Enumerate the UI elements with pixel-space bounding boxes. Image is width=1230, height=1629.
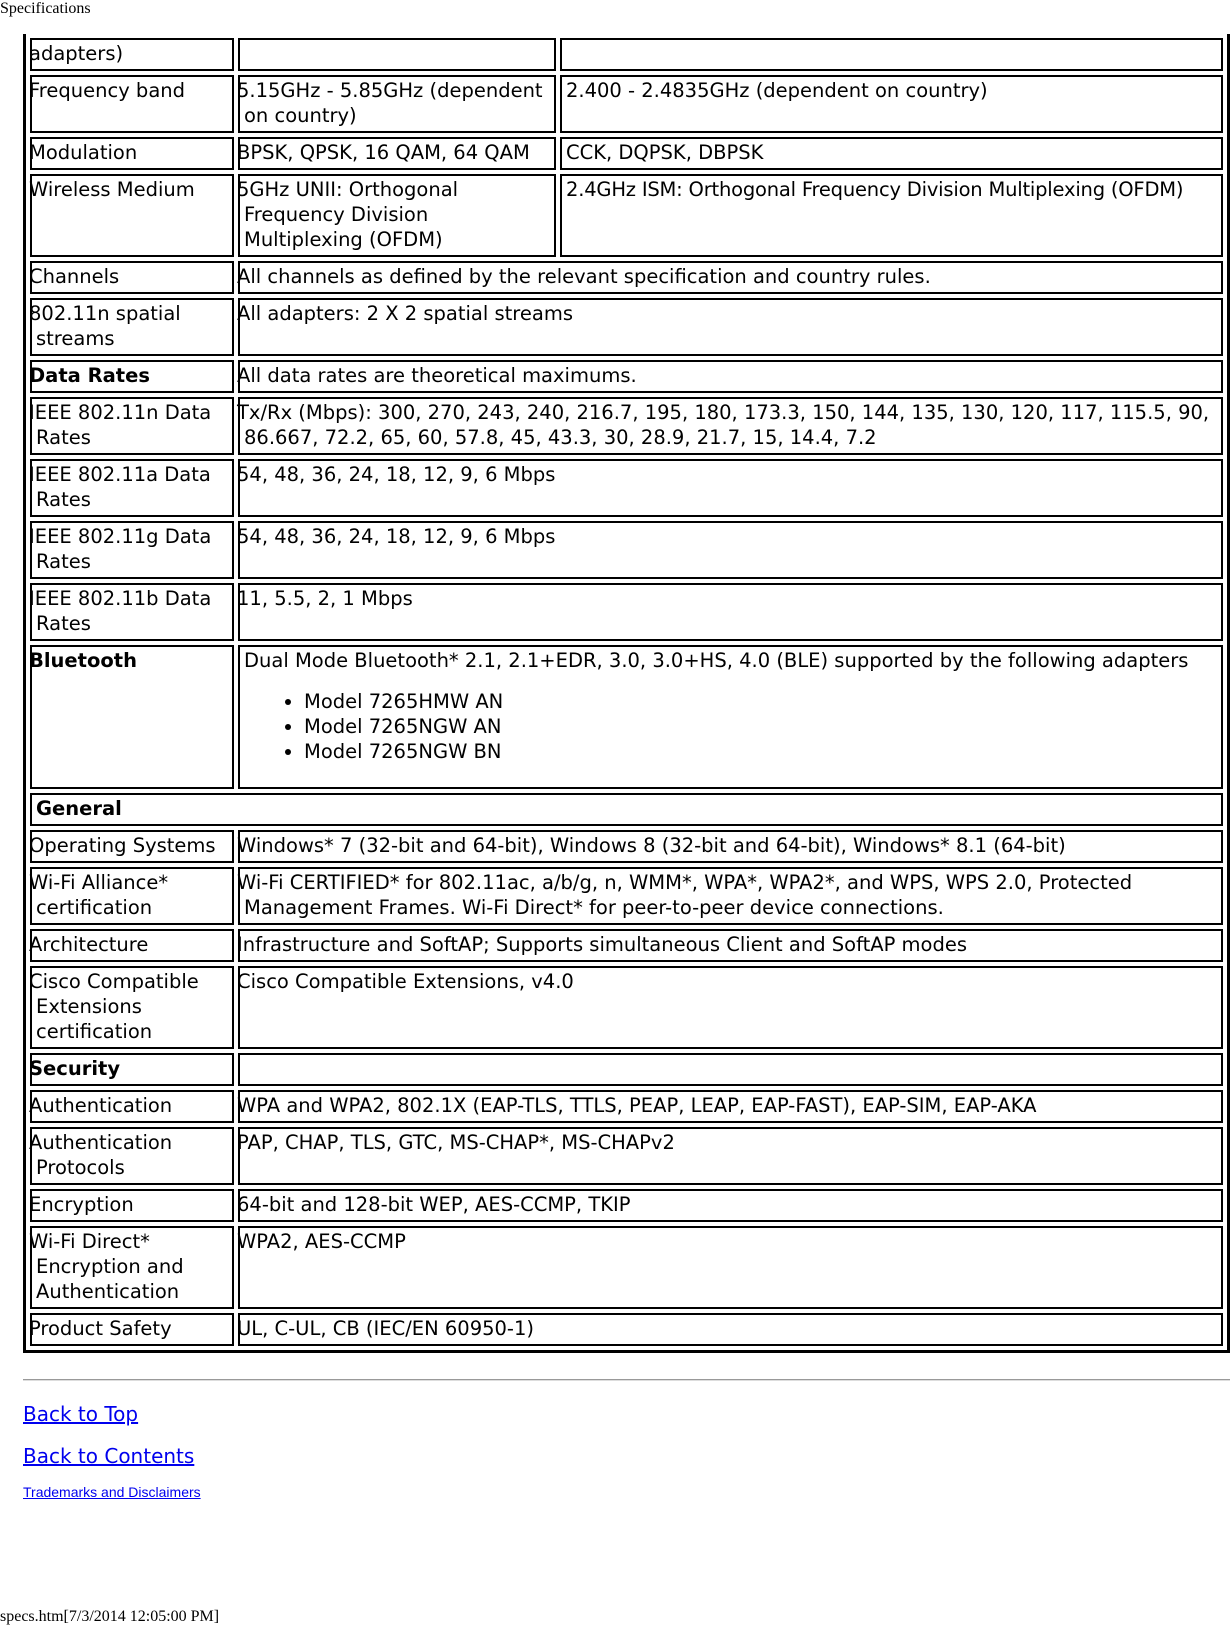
row-label: IEEE 802.11g Data Rates bbox=[30, 521, 234, 579]
row-value: 54, 48, 36, 24, 18, 12, 9, 6 Mbps bbox=[238, 459, 1223, 517]
row-value: WPA2, AES-CCMP bbox=[238, 1226, 1223, 1309]
table-row bbox=[30, 397, 1223, 455]
specifications-table bbox=[23, 34, 1230, 1353]
row-label: Cisco Compatible Extensions certification bbox=[30, 966, 234, 1049]
row-label: Architecture bbox=[30, 929, 234, 962]
list-item: • Model 7265NGW AN bbox=[304, 714, 1219, 739]
row-label: Modulation bbox=[30, 137, 234, 170]
list-item: • Model 7265HMW AN bbox=[304, 689, 1219, 714]
row-value: 54, 48, 36, 24, 18, 12, 9, 6 Mbps bbox=[238, 521, 1223, 579]
page-footer: specs.htm[7/3/2014 12:05:00 PM] bbox=[0, 1608, 220, 1625]
table-row bbox=[30, 75, 1223, 133]
table-row bbox=[30, 298, 1223, 356]
bluetooth-adapter-list bbox=[244, 689, 1219, 764]
row-value-5ghz bbox=[238, 38, 556, 71]
row-value-24ghz bbox=[560, 38, 1223, 71]
table-row bbox=[30, 1313, 1223, 1346]
row-value-24ghz: 2.4GHz ISM: Orthogonal Frequency Division Multiplexing (OFDM) bbox=[560, 174, 1223, 257]
table-row bbox=[30, 1053, 1223, 1086]
row-value: All adapters: 2 X 2 spatial streams bbox=[238, 298, 1223, 356]
row-label: Frequency band bbox=[30, 75, 234, 133]
table-row bbox=[30, 38, 1223, 71]
row-value: WPA and WPA2, 802.1X (EAP-TLS, TTLS, PEAP, LEAP, EAP-FAST), EAP-SIM, EAP-AKA bbox=[238, 1090, 1223, 1123]
section-heading-data-rates: Data Rates bbox=[30, 360, 234, 393]
table-row bbox=[30, 1226, 1223, 1309]
row-label: Authentication Protocols bbox=[30, 1127, 234, 1185]
table-row bbox=[30, 1189, 1223, 1222]
row-value: UL, C-UL, CB (IEC/EN 60950-1) bbox=[238, 1313, 1223, 1346]
row-label: IEEE 802.11a Data Rates bbox=[30, 459, 234, 517]
row-value-24ghz: 2.400 - 2.4835GHz (dependent on country) bbox=[560, 75, 1223, 133]
specifications-section bbox=[23, 38, 1230, 1353]
back-to-contents-link[interactable]: Back to Contents bbox=[23, 1444, 195, 1468]
bluetooth-description: Dual Mode Bluetooth* 2.1, 2.1+EDR, 3.0, 3.0+HS, 4.0 (BLE) supported by the following adapters bbox=[244, 649, 1189, 672]
row-label: Encryption bbox=[30, 1189, 234, 1222]
row-label: Wi-Fi Direct* Encryption and Authentication bbox=[30, 1226, 234, 1309]
row-value-5ghz: 5GHz UNII: Orthogonal Frequency Division Multiplexing (OFDM) bbox=[238, 174, 556, 257]
table-row bbox=[30, 583, 1223, 641]
section-heading-general: General bbox=[30, 793, 1223, 826]
row-label: 802.11n spatial streams bbox=[30, 298, 234, 356]
row-label: IEEE 802.11n Data Rates bbox=[30, 397, 234, 455]
row-value-24ghz: CCK, DQPSK, DBPSK bbox=[560, 137, 1223, 170]
row-value-5ghz: BPSK, QPSK, 16 QAM, 64 QAM bbox=[238, 137, 556, 170]
table-row bbox=[30, 261, 1223, 294]
trademarks-link[interactable]: Trademarks and Disclaimers bbox=[23, 1484, 201, 1500]
row-label: adapters) bbox=[30, 38, 234, 71]
table-row bbox=[30, 1127, 1223, 1185]
row-value: Windows* 7 (32-bit and 64-bit), Windows 8 (32-bit and 64-bit), Windows* 8.1 (64-bit) bbox=[238, 830, 1223, 863]
table-row bbox=[30, 830, 1223, 863]
row-label: Operating Systems bbox=[30, 830, 234, 863]
table-row bbox=[30, 174, 1223, 257]
row-value: 64-bit and 128-bit WEP, AES-CCMP, TKIP bbox=[238, 1189, 1223, 1222]
table-row bbox=[30, 929, 1223, 962]
page-header: Specifications bbox=[0, 0, 91, 17]
table-row bbox=[30, 360, 1223, 393]
row-value: 11, 5.5, 2, 1 Mbps bbox=[238, 583, 1223, 641]
section-heading-security: Security bbox=[30, 1053, 234, 1086]
row-value: Infrastructure and SoftAP; Supports simultaneous Client and SoftAP modes bbox=[238, 929, 1223, 962]
row-value: All channels as defined by the relevant specification and country rules. bbox=[238, 261, 1223, 294]
row-label: Channels bbox=[30, 261, 234, 294]
row-value: Wi-Fi CERTIFIED* for 802.11ac, a/b/g, n, WMM*, WPA*, WPA2*, and WPS, WPS 2.0, Protected Management Frames. Wi-Fi Direct* for peer-to-peer device connections. bbox=[238, 867, 1223, 925]
row-label: IEEE 802.11b Data Rates bbox=[30, 583, 234, 641]
row-value: All data rates are theoretical maximums. bbox=[238, 360, 1223, 393]
table-row bbox=[30, 459, 1223, 517]
row-label: Wireless Medium bbox=[30, 174, 234, 257]
back-to-top-link[interactable]: Back to Top bbox=[23, 1402, 139, 1426]
row-value-5ghz: 5.15GHz - 5.85GHz (dependent on country) bbox=[238, 75, 556, 133]
row-value bbox=[238, 1053, 1223, 1086]
table-row bbox=[30, 867, 1223, 925]
table-row bbox=[30, 521, 1223, 579]
row-value: PAP, CHAP, TLS, GTC, MS-CHAP*, MS-CHAPv2 bbox=[238, 1127, 1223, 1185]
row-label: Authentication bbox=[30, 1090, 234, 1123]
row-value: Cisco Compatible Extensions, v4.0 bbox=[238, 966, 1223, 1049]
row-value bbox=[238, 645, 1223, 789]
row-label: Product Safety bbox=[30, 1313, 234, 1346]
table-row bbox=[30, 793, 1223, 826]
row-value: Tx/Rx (Mbps): 300, 270, 243, 240, 216.7, 195, 180, 173.3, 150, 144, 135, 130, 120, 117, 115.5, 90, 86.667, 72.2, 65, 60, 57.8, 45, 43.3, 30, 28.9, 21.7, 15, 14.4, 7.2 bbox=[238, 397, 1223, 455]
footer-links bbox=[23, 1402, 201, 1500]
list-item: • Model 7265NGW BN bbox=[304, 739, 1219, 764]
section-heading-bluetooth: Bluetooth bbox=[30, 645, 234, 789]
divider bbox=[23, 1379, 1230, 1381]
table-row bbox=[30, 1090, 1223, 1123]
table-row bbox=[30, 137, 1223, 170]
row-label: Wi-Fi Alliance* certification bbox=[30, 867, 234, 925]
table-row bbox=[30, 645, 1223, 789]
table-row bbox=[30, 966, 1223, 1049]
